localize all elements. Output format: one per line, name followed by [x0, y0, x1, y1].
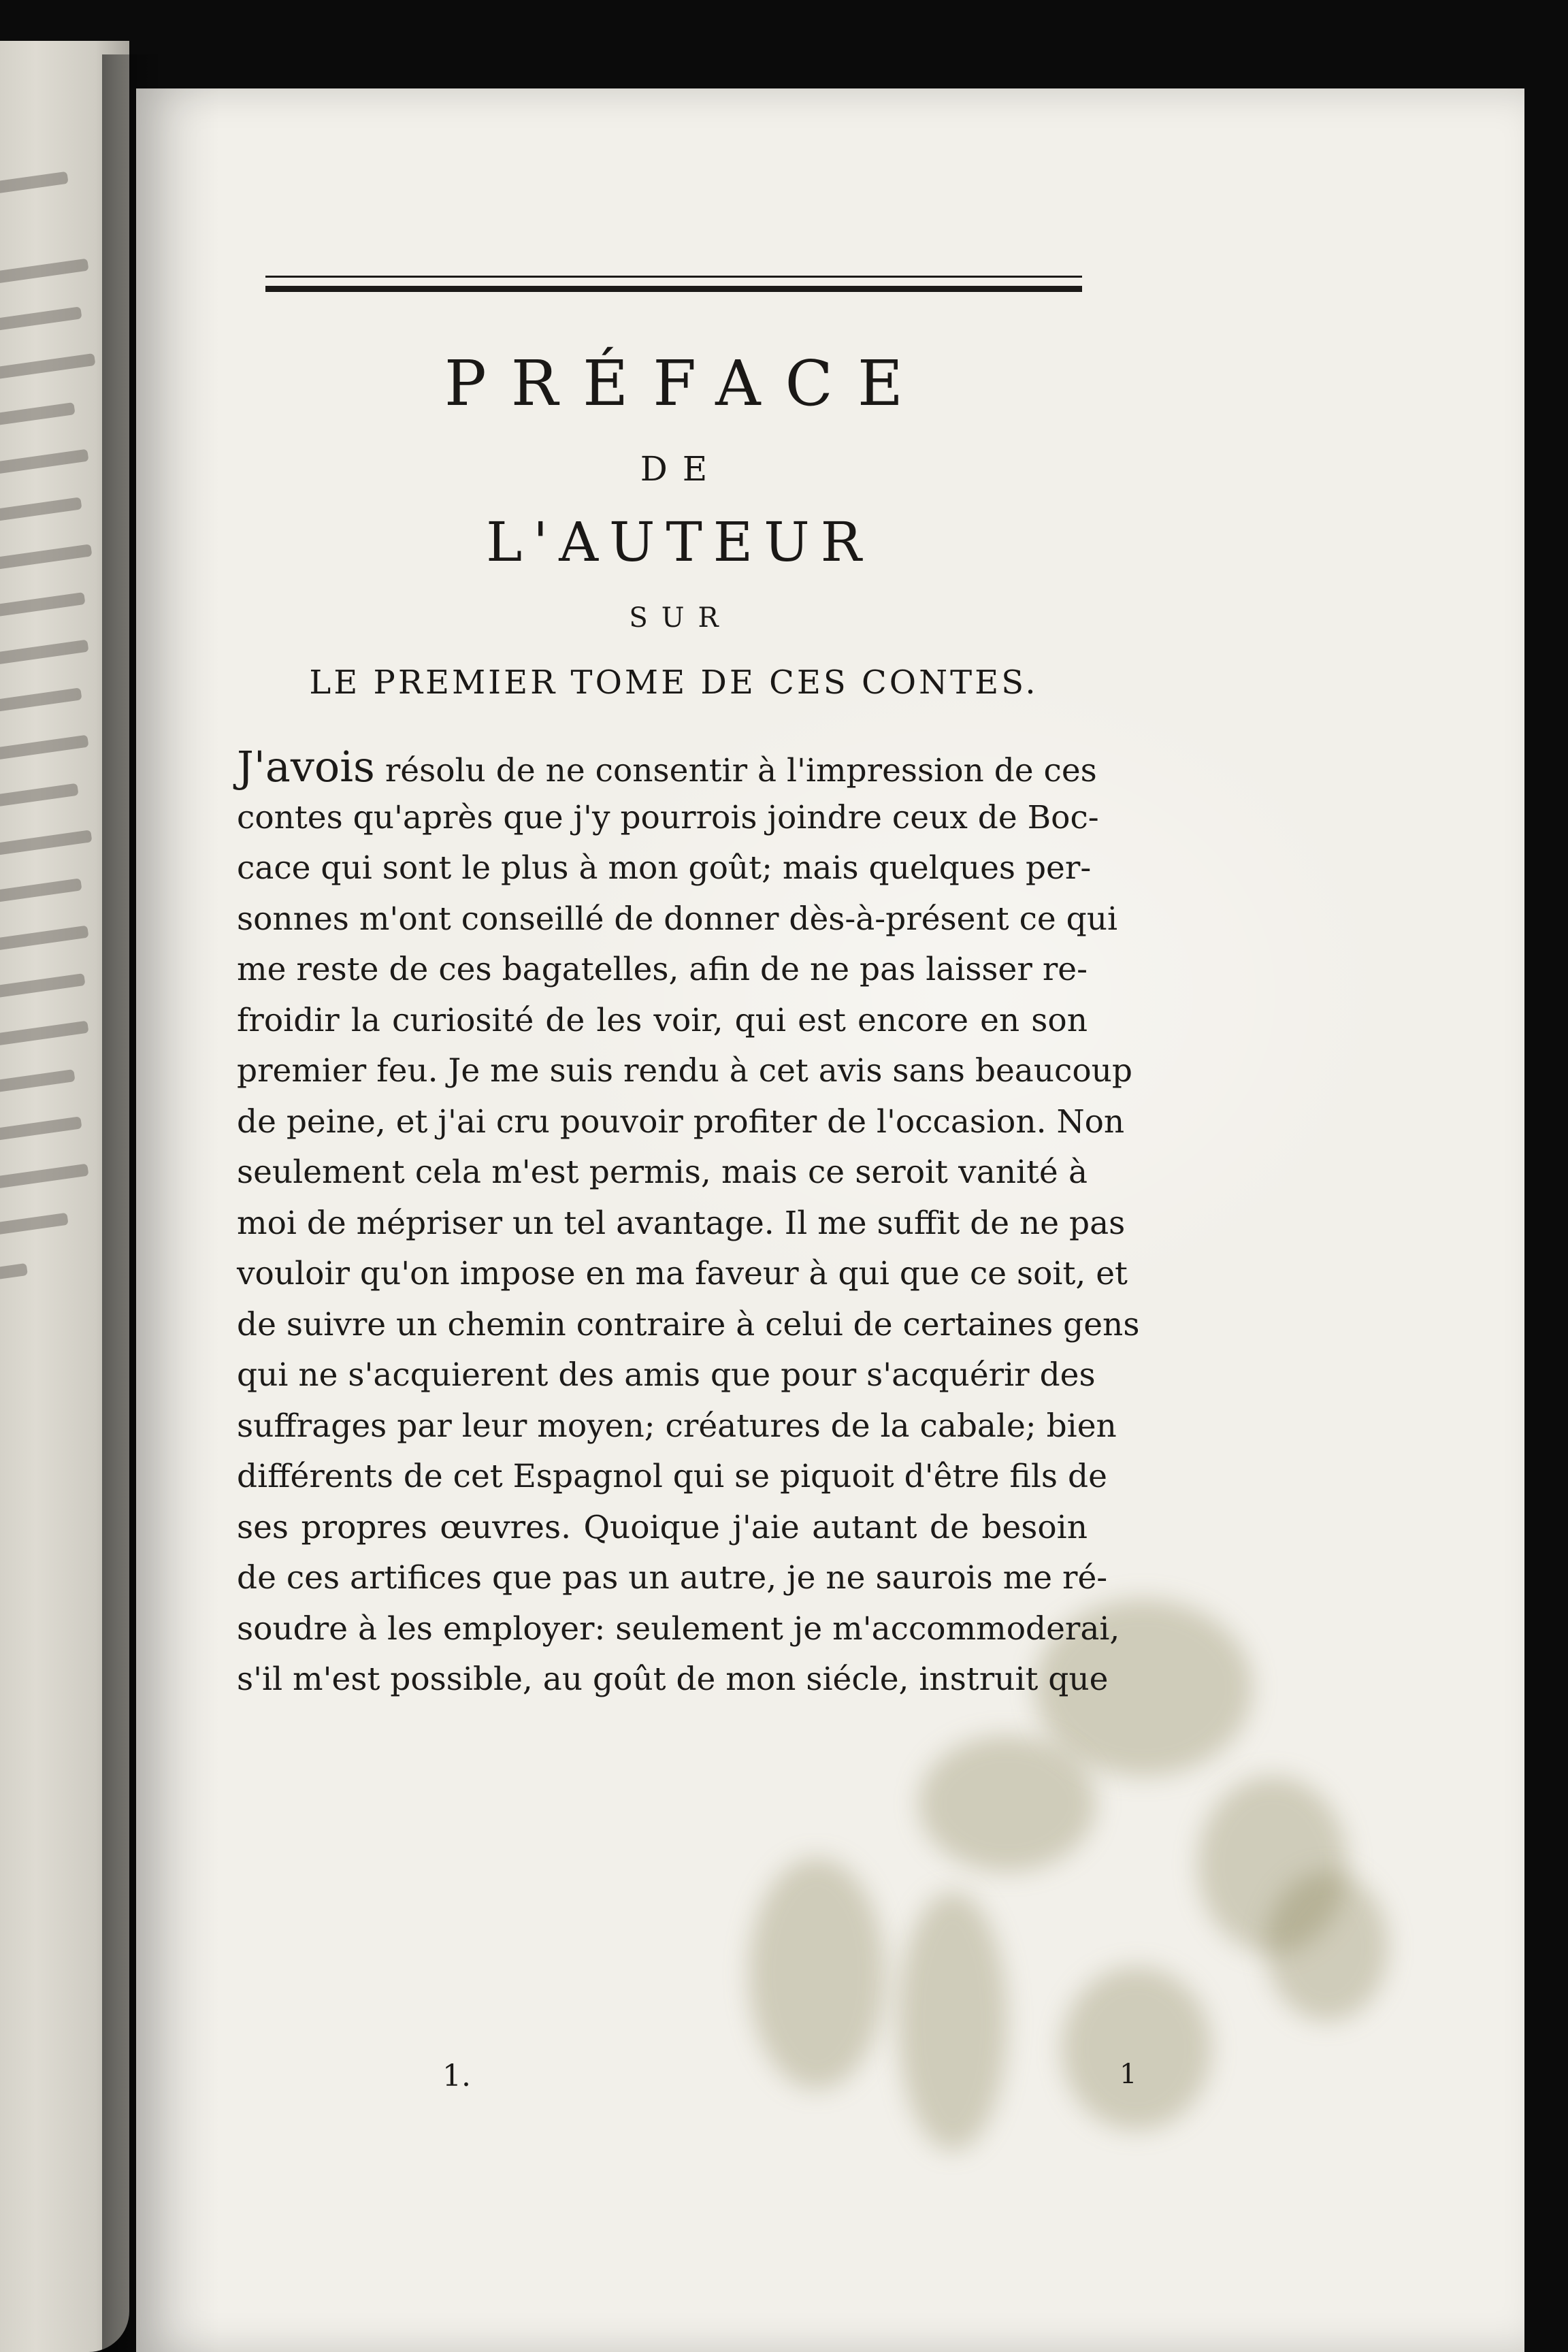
header-rule-thick — [265, 286, 1082, 292]
text-line: vouloir qu'on impose en ma faveur à qui que ce soit, et — [237, 1255, 1128, 1292]
text-line: premier feu. Je me suis rendu à cet avis sans beaucoup — [237, 1052, 1133, 1090]
signature-mark: 1. — [442, 2059, 471, 2093]
text-line: ses propres œuvres. Quoique j'aie autant de besoin — [237, 1508, 1088, 1546]
text-line: de peine, et j'ai cru pouvoir profiter de l'occasion. Non — [237, 1102, 1125, 1141]
text-line: qui ne s'acquierent des amis que pour s'acquérir des — [237, 1356, 1096, 1394]
text-line: froidir la curiosité de les voir, qui est encore en son — [237, 1001, 1088, 1039]
text-line: moi de mépriser un tel avantage. Il me suffit de ne pas — [237, 1204, 1126, 1242]
title-author: L'AUTEUR — [486, 510, 872, 574]
text-line: s'il m'est possible, au goût de mon siécle, instruit que — [237, 1661, 1109, 1698]
text-line: seulement cela m'est permis, mais ce seroit vanité à — [237, 1154, 1088, 1191]
text-line: différents de cet Espagnol qui se piquoit d'être fils de — [237, 1458, 1107, 1495]
book-page — [136, 88, 1524, 2352]
text-line: de suivre un chemin contraire à celui de certaines gens — [237, 1305, 1140, 1343]
text-line: me reste de ces bagatelles, afin de ne pas laisser re- — [237, 951, 1088, 988]
text-line: de ces artifices que pas un autre, je ne saurois me ré- — [237, 1559, 1108, 1597]
header-rule-thin — [265, 276, 1082, 278]
text-line: J'avois résolu de ne consentir à l'impression de ces — [237, 742, 1097, 791]
preface-body — [237, 742, 1140, 1705]
page-subtitle: LE PREMIER TOME DE CES CONTES. — [309, 664, 1039, 702]
text-line: soudre à les employer: seulement je m'accommoderai, — [237, 1610, 1120, 1648]
page-title: PRÉFACE — [444, 347, 928, 420]
text-line: suffrages par leur moyen; créatures de la cabale; bien — [237, 1407, 1117, 1445]
title-de: DE — [640, 449, 723, 489]
title-sur: SUR — [629, 602, 732, 634]
text-line: contes qu'après que j'y pourrois joindre ceux de Boc- — [237, 798, 1099, 836]
text-line: cace qui sont le plus à mon goût; mais quelques per- — [237, 849, 1092, 887]
page-number: 1 — [1120, 2059, 1137, 2090]
drop-cap-word: J'avois — [237, 742, 375, 791]
text-line: sonnes m'ont conseillé de donner dès-à-présent ce qui — [237, 900, 1118, 938]
